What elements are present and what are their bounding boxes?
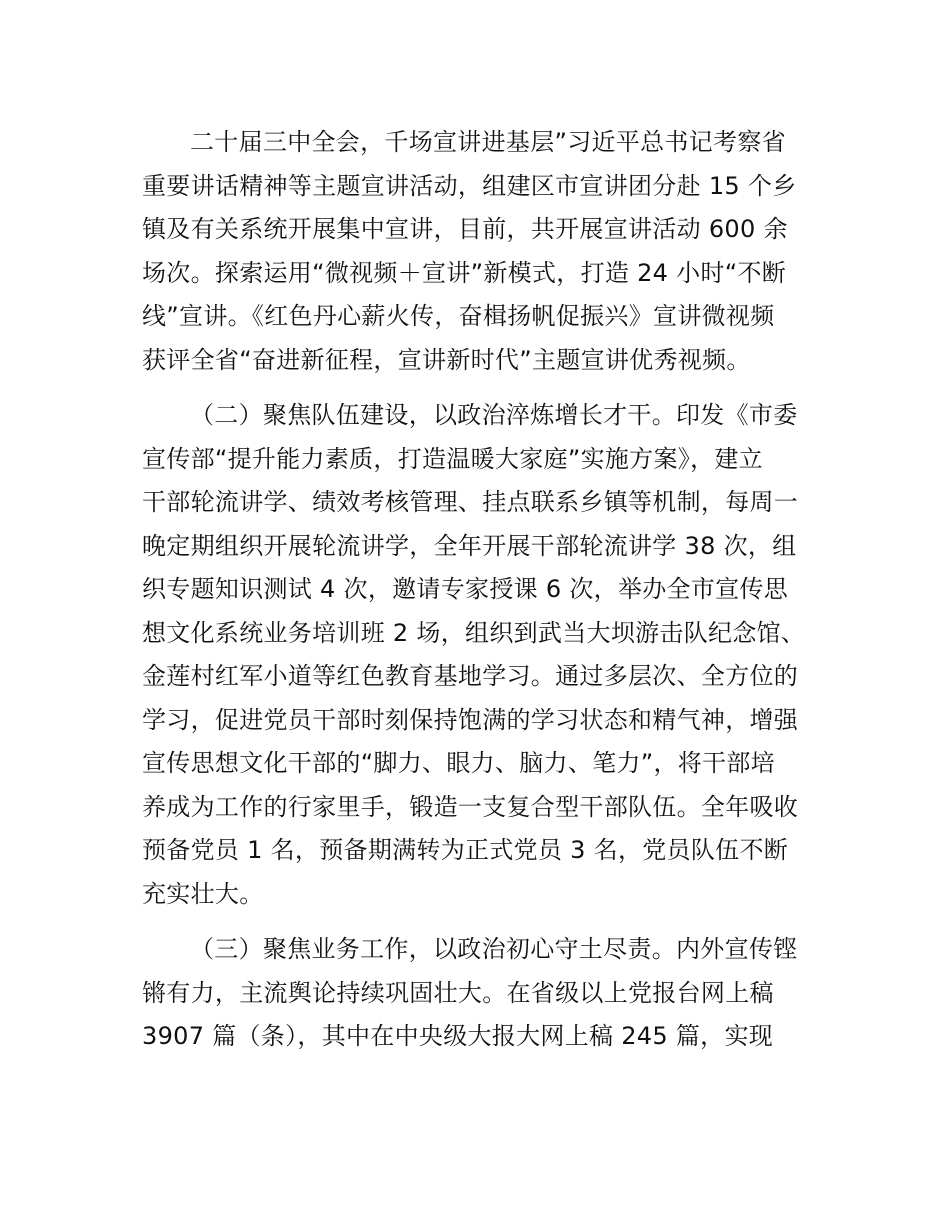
section-heading-line: （三）聚焦业务工作，以政治初心守土尽责。内外宣传铿 <box>190 935 798 963</box>
paragraph-team-building <box>142 394 822 916</box>
text-line: 重要讲话精神等主题宣讲活动，组建区市宣讲团分赴 15 个乡 <box>142 171 797 200</box>
text-line: 充实壮大。 <box>142 879 264 908</box>
text-line: 场次。探索运用“微视频＋宣讲”新模式，打造 24 小时“不断 <box>142 258 787 287</box>
text-line: 学习，促进党员干部时刻保持饱满的学习状态和精气神，增强 <box>142 705 799 734</box>
text-line: 晚定期组织开展轮流讲学，全年开展干部轮流讲学 38 次，组 <box>142 531 797 560</box>
text-line: 二十届三中全会，千场宣讲进基层”习近平总书记考察省 <box>190 128 786 156</box>
text-line: 镇及有关系统开展集中宣讲，目前，共开展宣讲活动 600 余 <box>142 215 788 243</box>
paragraph-propaganda-activities <box>142 121 822 382</box>
text-line: 锵有力，主流舆论持续巩固壮大。在省级以上党报台网上稿 <box>142 978 774 1007</box>
document-body <box>142 121 822 1059</box>
text-line: 3907 篇（条），其中在中央级大报大网上稿 245 篇，实现 <box>142 1022 774 1050</box>
text-line: 金莲村红军小道等红色教育基地学习。通过多层次、全方位的 <box>142 662 799 690</box>
text-line: 获评全省“奋进新征程，宣讲新时代”主题宣讲优秀视频。 <box>142 345 751 374</box>
text-line: 想文化系统业务培训班 2 场，组织到武当大坝游击队纪念馆、 <box>142 618 806 647</box>
text-line: 织专题知识测试 4 次，邀请专家授课 6 次，举办全市宣传思 <box>142 575 789 603</box>
section-heading-line: （二）聚焦队伍建设，以政治淬炼增长才干。印发《市委 <box>190 401 798 429</box>
text-line: 养成为工作的行家里手，锻造一支复合型干部队伍。全年吸收 <box>142 792 799 821</box>
text-line: 线”宣讲。《红色丹心薪火传，奋楫扬帆促振兴》宣讲微视频 <box>142 302 775 330</box>
paragraph-business-work <box>142 928 822 1059</box>
text-line: 预备党员 1 名，预备期满转为正式党员 3 名，党员队伍不断 <box>142 836 789 864</box>
text-line: 宣传部“提升能力素质，打造温暖大家庭”实施方案》，建立 <box>142 444 763 473</box>
text-line: 干部轮流讲学、绩效考核管理、挂点联系乡镇等机制，每周一 <box>142 488 799 516</box>
text-line: 宣传思想文化干部的“脚力、眼力、脑力、笔力”，将干部培 <box>142 749 775 777</box>
